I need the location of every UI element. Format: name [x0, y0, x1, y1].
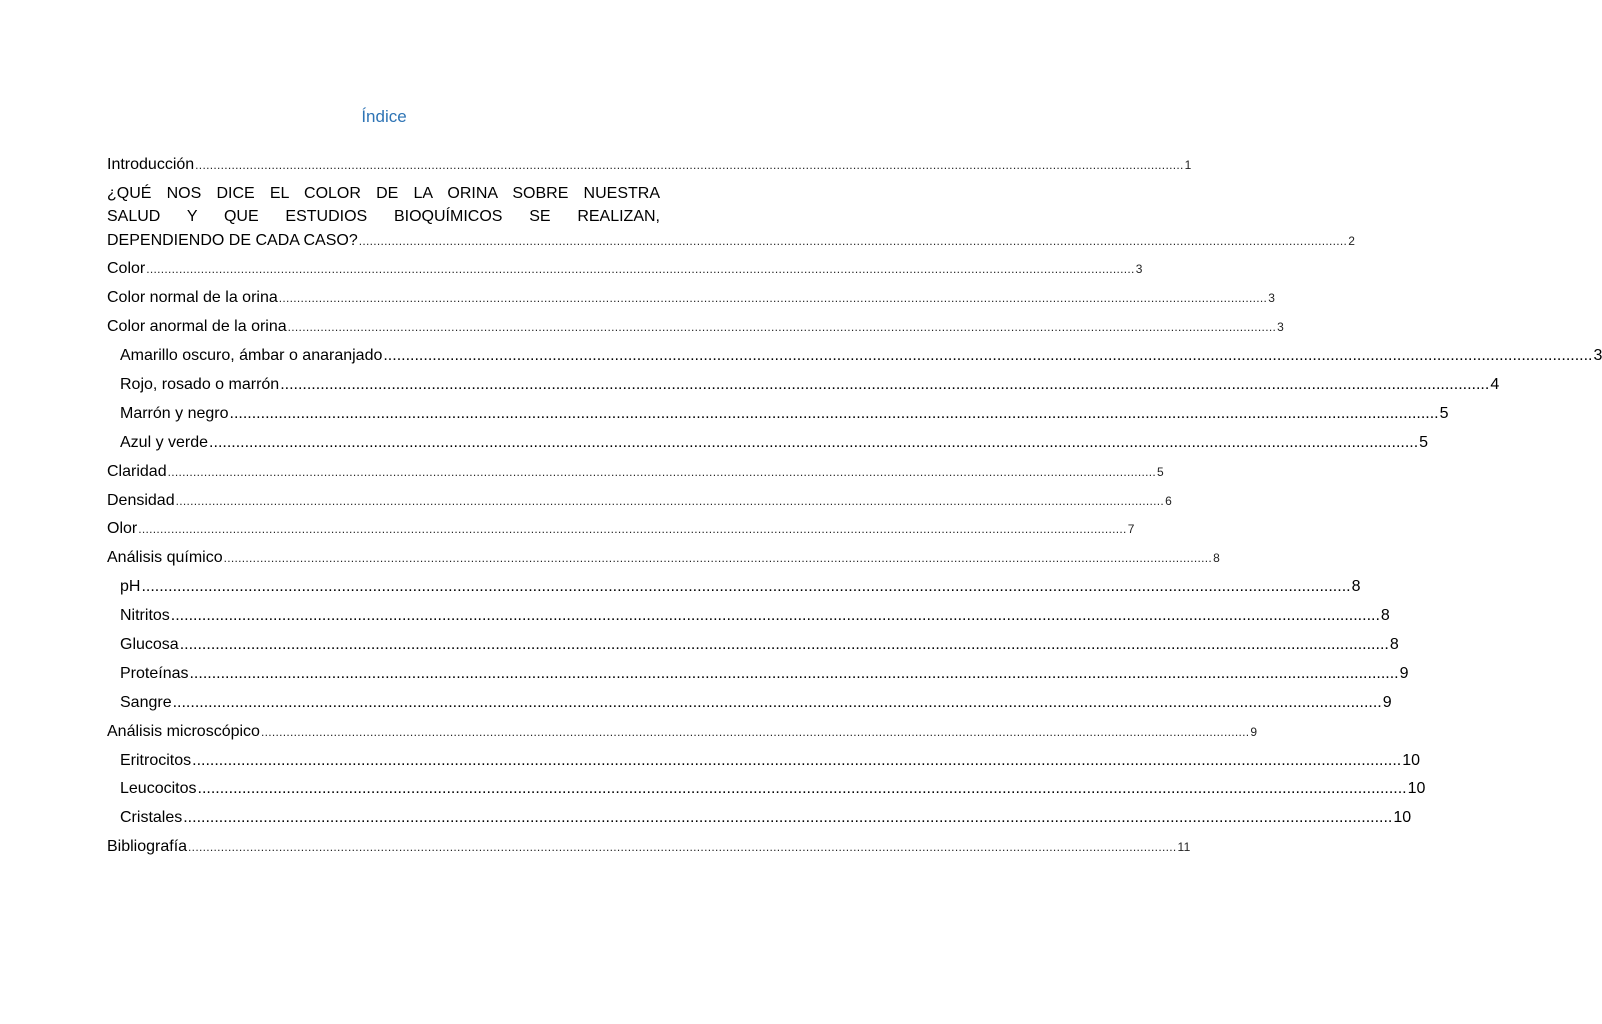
toc-page-number: 10	[1393, 809, 1412, 827]
toc-entry[interactable]	[107, 515, 1135, 544]
toc-page-number: 8	[1213, 551, 1221, 566]
toc-entry-line: SALUD Y QUE ESTUDIOS BIOQUÍMICOS SE REALIZAN,	[107, 208, 660, 226]
toc-entry[interactable]	[107, 487, 1173, 516]
toc-entry[interactable]	[107, 718, 1258, 747]
toc-page-number: 10	[1407, 780, 1426, 798]
toc-entry-label: Bibliografía	[107, 838, 188, 856]
toc-leader: ................................................................................................................................................................................................................................................................................	[280, 375, 1490, 393]
toc-entry[interactable]	[107, 284, 1276, 313]
toc-page-number: 9	[1399, 664, 1409, 682]
toc-leader: ................................................................................................................................................................................................................................................................................	[192, 751, 1402, 769]
toc-leader: ................................................................................................................................................................................................................................................................................	[383, 347, 1593, 365]
toc-entry-label: Proteínas	[120, 664, 189, 682]
toc-leader: ................................................................................................................................................................................................................................................................................	[175, 493, 1165, 508]
toc-page-number: 7	[1127, 522, 1135, 537]
toc-leader: ................................................................................................................................................................................................................................................................................	[167, 464, 1157, 479]
toc-entry-label: Olor	[107, 520, 138, 538]
toc-page-number: 11	[1177, 840, 1191, 855]
toc-leader: ................................................................................................................................................................................................................................................................................	[189, 664, 1399, 682]
toc-entry[interactable]	[107, 544, 1221, 573]
toc-entry-label: Color normal de la orina	[107, 289, 278, 307]
toc-entry[interactable]	[107, 833, 1191, 862]
toc-page-number: 8	[1351, 578, 1361, 596]
toc-subentry[interactable]	[107, 342, 1602, 371]
toc-entry-label: Leucocitos	[120, 780, 197, 798]
toc-entry-label: Análisis químico	[107, 549, 223, 567]
toc-page-number: 6	[1165, 493, 1173, 508]
toc-page-number: 3	[1593, 347, 1602, 365]
toc-leader: ................................................................................................................................................................................................................................................................................	[358, 233, 1348, 248]
toc-leader: ................................................................................................................................................................................................................................................................................	[179, 635, 1389, 653]
toc-entry[interactable]	[107, 255, 1143, 284]
toc-leader: ................................................................................................................................................................................................................................................................................	[260, 724, 1250, 739]
toc-subentry[interactable]	[107, 689, 1392, 718]
toc-leader: ................................................................................................................................................................................................................................................................................	[287, 320, 1277, 335]
toc-entry[interactable]	[107, 313, 1285, 342]
toc-entry-multiline[interactable]	[107, 180, 1356, 256]
toc-entry-label: Análisis microscópico	[107, 722, 260, 740]
toc-leader: ................................................................................................................................................................................................................................................................................	[209, 433, 1419, 451]
toc-page-number: 1	[1184, 158, 1192, 172]
toc-leader: ................................................................................................................................................................................................................................................................................	[229, 404, 1439, 422]
toc-subentry[interactable]	[107, 602, 1390, 631]
toc-leader: ................................................................................................................................................................................................................................................................................	[278, 291, 1268, 306]
toc-entry-label: Claridad	[107, 462, 167, 480]
toc-leader: ................................................................................................................................................................................................................................................................................	[188, 840, 1177, 855]
toc-page-number: 8	[1389, 635, 1399, 653]
toc-subentry[interactable]	[107, 573, 1361, 602]
toc-leader: ................................................................................................................................................................................................................................................................................	[195, 158, 1184, 172]
toc-entry-label: Color	[107, 260, 146, 278]
toc-leader: ................................................................................................................................................................................................................................................................................	[141, 578, 1351, 596]
toc-entry-label: Glucosa	[120, 635, 179, 653]
toc-entry-last-line	[107, 229, 1356, 253]
toc-page-number: 3	[1277, 320, 1285, 335]
toc-page-number: 5	[1419, 433, 1429, 451]
toc-leader: ................................................................................................................................................................................................................................................................................	[170, 607, 1380, 625]
toc-leader: ................................................................................................................................................................................................................................................................................	[197, 780, 1407, 798]
toc-subentry[interactable]	[107, 775, 1426, 804]
toc-page-number: 3	[1135, 262, 1143, 277]
toc-entry-line: ¿QUÉ NOS DICE EL COLOR DE LA ORINA SOBRE NUESTRA	[107, 184, 660, 202]
toc-page-number: 9	[1382, 693, 1392, 711]
toc-subentry[interactable]	[107, 371, 1500, 400]
toc-subentry[interactable]	[107, 631, 1399, 660]
toc-entry-label: Nitritos	[120, 607, 170, 625]
toc-entry-label: Introducción	[107, 156, 195, 173]
toc-entry-label: Cristales	[120, 809, 183, 827]
toc-entry-label: Sangre	[120, 693, 172, 711]
toc-entry-label: Color anormal de la orina	[107, 318, 287, 336]
toc-page-number: 5	[1439, 404, 1449, 422]
toc-leader: ................................................................................................................................................................................................................................................................................	[138, 522, 1127, 537]
toc-entry[interactable]	[107, 458, 1165, 487]
toc-page-number: 10	[1402, 751, 1421, 769]
toc-page-number: 4	[1490, 375, 1500, 393]
toc-entry-label: Densidad	[107, 491, 175, 509]
toc-leader: ................................................................................................................................................................................................................................................................................	[183, 809, 1393, 827]
toc-subentry[interactable]	[107, 804, 1412, 833]
toc-entry-label: Amarillo oscuro, ámbar o anaranjado	[120, 347, 383, 365]
toc-entry-label: Eritrocitos	[120, 751, 192, 769]
toc-page-number: 5	[1157, 464, 1165, 479]
toc-subentry[interactable]	[107, 660, 1409, 689]
table-of-contents	[107, 151, 1602, 862]
toc-leader: ................................................................................................................................................................................................................................................................................	[146, 262, 1135, 277]
toc-leader: ................................................................................................................................................................................................................................................................................	[223, 551, 1213, 566]
toc-subentry[interactable]	[107, 429, 1429, 458]
toc-entry-label: Azul y verde	[120, 433, 209, 451]
toc-entry-label: DEPENDIENDO DE CADA CASO?	[107, 231, 358, 249]
toc-page-number: 2	[1348, 233, 1356, 248]
toc-entry-label: Rojo, rosado o marrón	[120, 375, 280, 393]
toc-entry-label: pH	[120, 578, 141, 596]
toc-entry-label: Marrón y negro	[120, 404, 229, 422]
toc-page-number: 3	[1268, 291, 1276, 306]
toc-subentry[interactable]	[107, 747, 1421, 776]
toc-page-number: 8	[1380, 607, 1390, 625]
toc-leader: ................................................................................................................................................................................................................................................................................	[172, 693, 1382, 711]
toc-entry[interactable]	[107, 151, 1192, 180]
toc-title: Índice	[361, 107, 407, 126]
toc-subentry[interactable]	[107, 400, 1449, 429]
toc-page-number: 9	[1250, 724, 1258, 739]
